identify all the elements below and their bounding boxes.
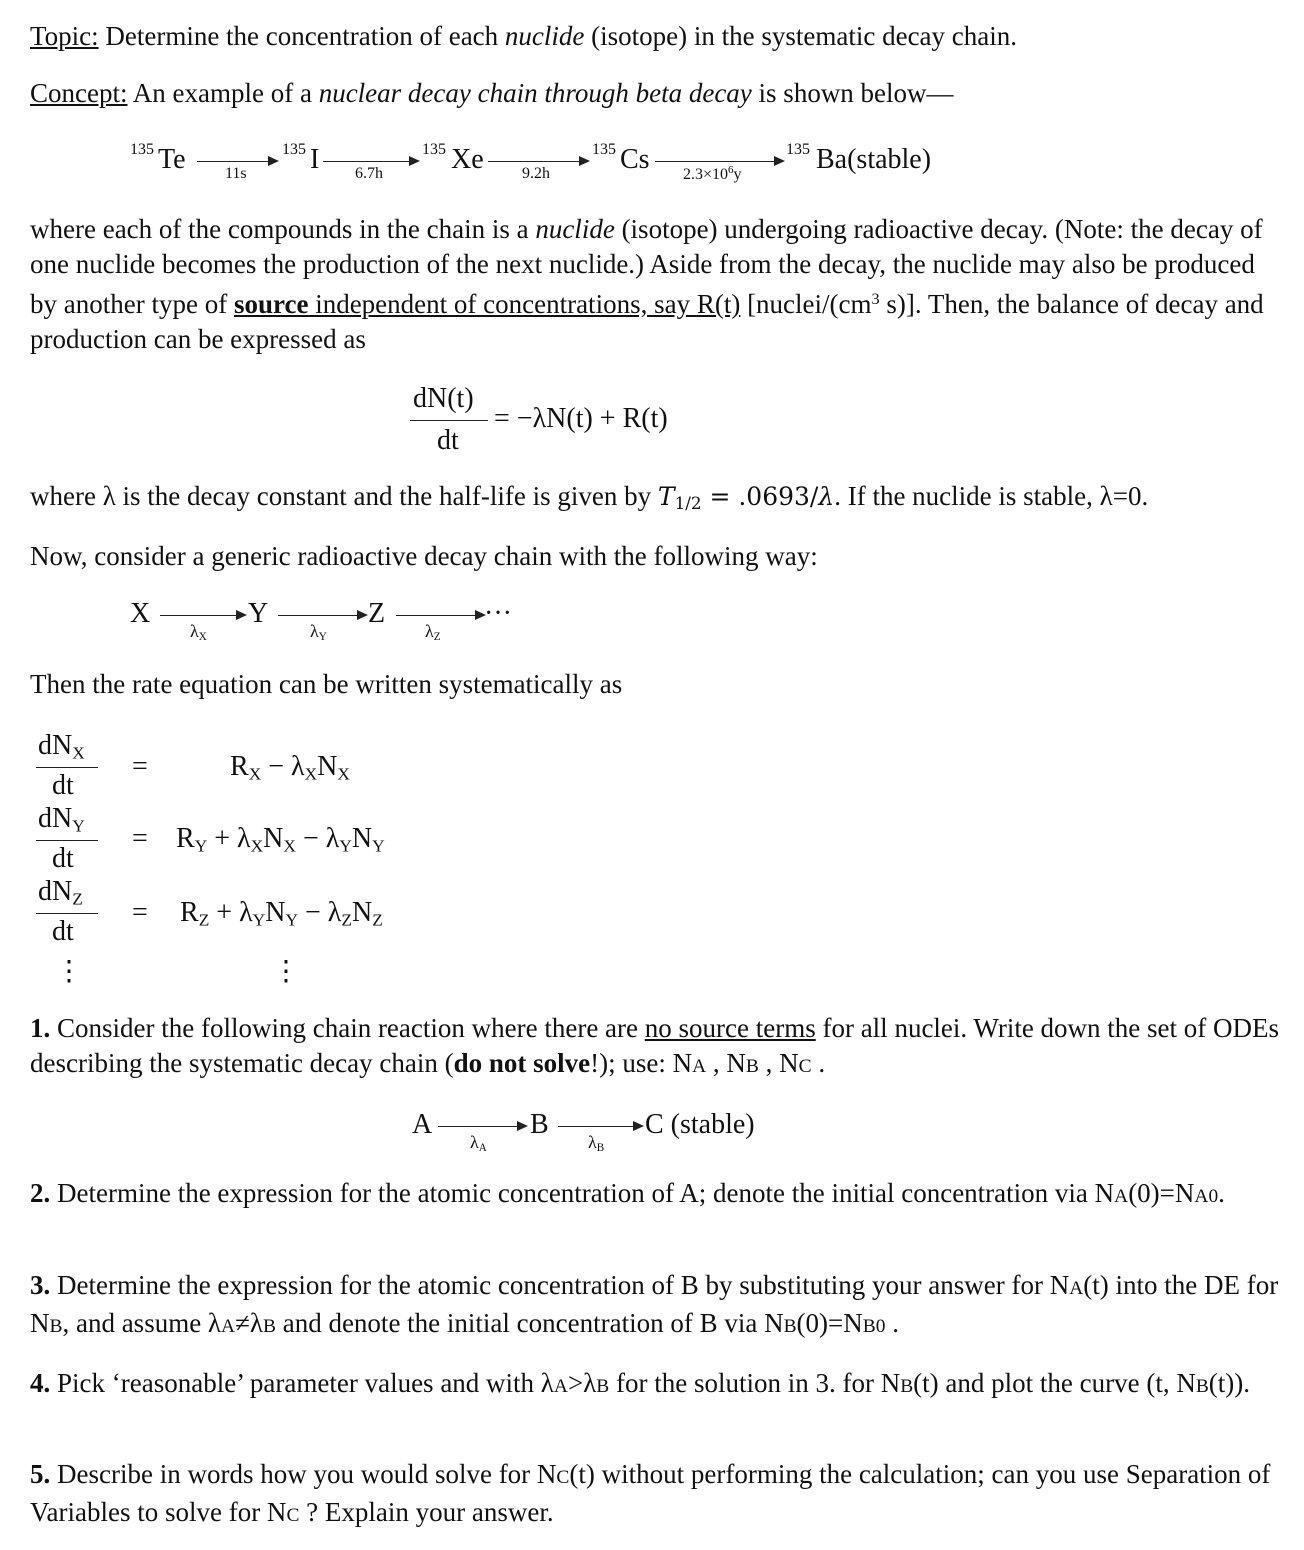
half-life-line: where λ is the decay constant and the half-life is given by $T_{1/2} = .0693/\lambda$. If the nuclide is stable, λ=0. <box>30 481 1149 514</box>
topic-label: Topic: <box>30 21 99 51</box>
generic-chain-intro: Now, consider a generic radioactive decay chain with the following way: <box>30 541 818 571</box>
arrow-icon <box>438 1126 526 1127</box>
vdots-icon: ⋮ <box>55 956 83 987</box>
nuclide-te: Te <box>158 144 186 175</box>
question-3: 3. Determine the expression for the atomic concentration of B by substituting your answer for NA(t) into the DE for NB, and assume λA≠λB and denote the initial concentration of B via NB(0)=NB0 . <box>30 1270 1279 1338</box>
arrow-icon <box>160 615 245 616</box>
intro-paragraph: where each of the compounds in the chain is a nuclide (isotope) undergoing radioactive decay. (Note: the decay of one nuclide becomes the production of the next nuclide.) Aside from the decay, the nuclide may also be produced by another type of source independent of concentrations, say R(t) [$nuclei/(cm^3$ s)]. Then, the balance of decay and production can be expressed as <box>30 214 1264 354</box>
question-4: 4. Pick ‘reasonable’ parameter values and with λA>λB for the solution in 3. for NB(t) and plot the curve (t, NB(t)). <box>30 1368 1251 1398</box>
question-1: 1. Consider the following chain reaction where there are no source terms for all nuclei. Write down the set of ODEs describing the systematic decay chain (do not solve!); use: NA , NB , NC . <box>30 1013 1280 1078</box>
question-2: 2. Determine the expression for the atomic concentration of A; denote the initial concentration via NA(0)=NA0. <box>30 1178 1225 1208</box>
nuclide-cs: Cs <box>620 144 650 175</box>
nuclide-i: I <box>310 144 320 175</box>
concept-label: Concept: <box>30 78 128 108</box>
arrow-icon <box>197 161 277 162</box>
nuclide-xe: Xe <box>451 144 484 175</box>
arrow-icon <box>655 161 783 162</box>
nuclide-ba: Ba(stable) <box>816 144 932 175</box>
topic-line: Topic: Determine the concentration of each nuclide (isotope) in the systematic decay chain. <box>30 21 1018 51</box>
rate-equation-intro: Then the rate equation can be written systematically as <box>30 669 623 699</box>
arrow-icon <box>396 615 484 616</box>
concept-line: Concept: An example of a nuclear decay chain through beta decay is shown below— <box>30 78 954 108</box>
arrow-icon <box>323 161 418 162</box>
arrow-icon <box>278 615 366 616</box>
question-5: 5. Describe in words how you would solve for NC(t) without performing the calculation; can you use Separation of Variables to solve for NC ? Explain your answer. <box>30 1459 1271 1527</box>
arrow-icon <box>558 1126 642 1127</box>
arrow-icon <box>488 161 588 162</box>
vdots-icon: ⋮ <box>272 956 300 987</box>
